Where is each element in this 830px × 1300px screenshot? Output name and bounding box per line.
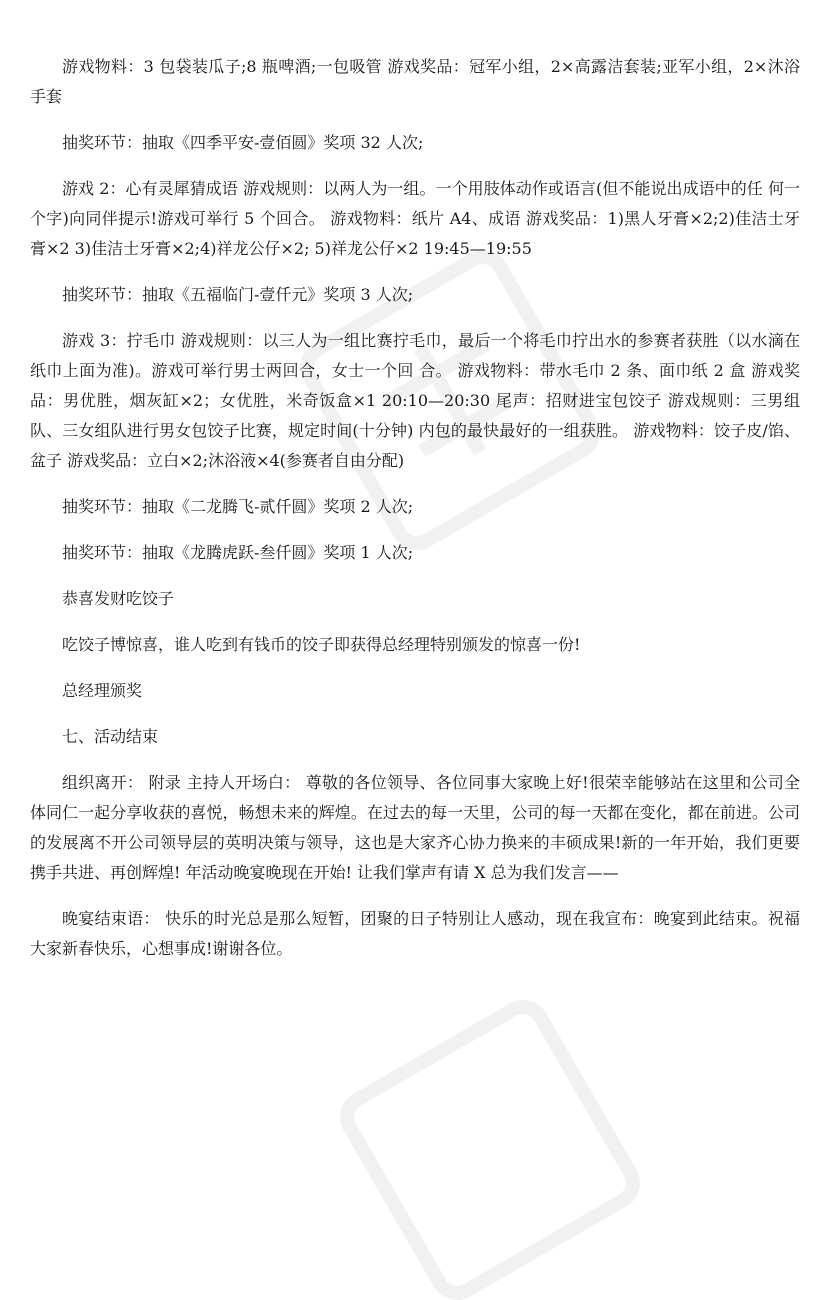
paragraph-closing-speech: 晚宴结束语： 快乐的时光总是那么短暂，团聚的日子特别让人感动，现在我宣布：晚宴到此结束。祝福大家新春快乐，心想事成!谢谢各位。 [30, 909, 800, 958]
paragraph-game-materials: 游戏物料：3 包袋装瓜子;8 瓶啤酒;一包吸管 游戏奖品：冠军小组，2×高露洁套装;亚军小组，2×沐浴手套 [30, 57, 800, 106]
paragraph-lottery-4: 抽奖环节：抽取《龙腾虎跃-叁仟圆》奖项 1 人次; [62, 543, 414, 562]
paragraph-lottery-3: 抽奖环节：抽取《二龙腾飞-贰仟圆》奖项 2 人次; [62, 497, 414, 516]
paragraph-lottery-2: 抽奖环节：抽取《五福临门-壹仟元》奖项 3 人次; [62, 285, 414, 304]
watermark-logo-lower [340, 1000, 640, 1300]
paragraph-opening-speech: 组织离开： 附录 主持人开场白： 尊敬的各位领导、各位同事大家晚上好!很荣幸能够站在这里和公司全体同仁一起分享收获的喜悦，畅想未来的辉煌。在过去的每一天里，公司的每一天都在变化，都在前进。公司的发展离不开公司领导层的英明决策与领导，这也是大家齐心协力换来的丰硕成果!新的一年开始，我们更要携手共进、再创辉煌! 年活动晚宴晚现在开始! 让我们掌声有请 X 总为我们发言—— [30, 773, 800, 882]
paragraph-dumplings-title: 恭喜发财吃饺子 [62, 589, 175, 608]
paragraph-gm-award: 总经理颁奖 [62, 681, 143, 700]
paragraph-dumplings-surprise: 吃饺子博惊喜，谁人吃到有钱币的饺子即获得总经理特别颁发的惊喜一份! [62, 635, 581, 654]
paragraph-game-2: 游戏 2：心有灵犀猜成语 游戏规则：以两人为一组。一个用肢体动作或语言(但不能说出成语中的任 何一个字)向同伴提示!游戏可举行 5 个回合。 游戏物料：纸片 A4、成语 游戏奖品：1)黑人牙膏×2;2)佳洁士牙膏×2 3)佳洁士牙膏×2;4)祥龙公仔×2; 5)祥龙公仔×2 19:45—19:55 [30, 179, 800, 258]
paragraph-lottery-1: 抽奖环节：抽取《四季平安-壹佰圆》奖项 32 人次; [62, 133, 424, 152]
section-heading-end: 七、活动结束 [62, 727, 159, 746]
paragraph-game-3: 游戏 3：拧毛巾 游戏规则：以三人为一组比赛拧毛巾，最后一个将毛巾拧出水的参赛者获胜（以水滴在纸巾上面为准)。游戏可举行男士两回合，女士一个回 合。 游戏物料：带水毛巾 2 条、面巾纸 2 盒 游戏奖品：男优胜，烟灰缸×2；女优胜，米奇饭盒×1 20:10—20:30 尾声：招财进宝包饺子 游戏规则：三男组队、三女组队进行男女包饺子比赛，规定时间(十分钟) 内包的最快最好的一组获胜。 游戏物料：饺子皮/馅、盆子 游戏奖品：立白×2;沐浴液×4(参赛者自由分配) [30, 331, 800, 470]
document-body [30, 52, 800, 980]
